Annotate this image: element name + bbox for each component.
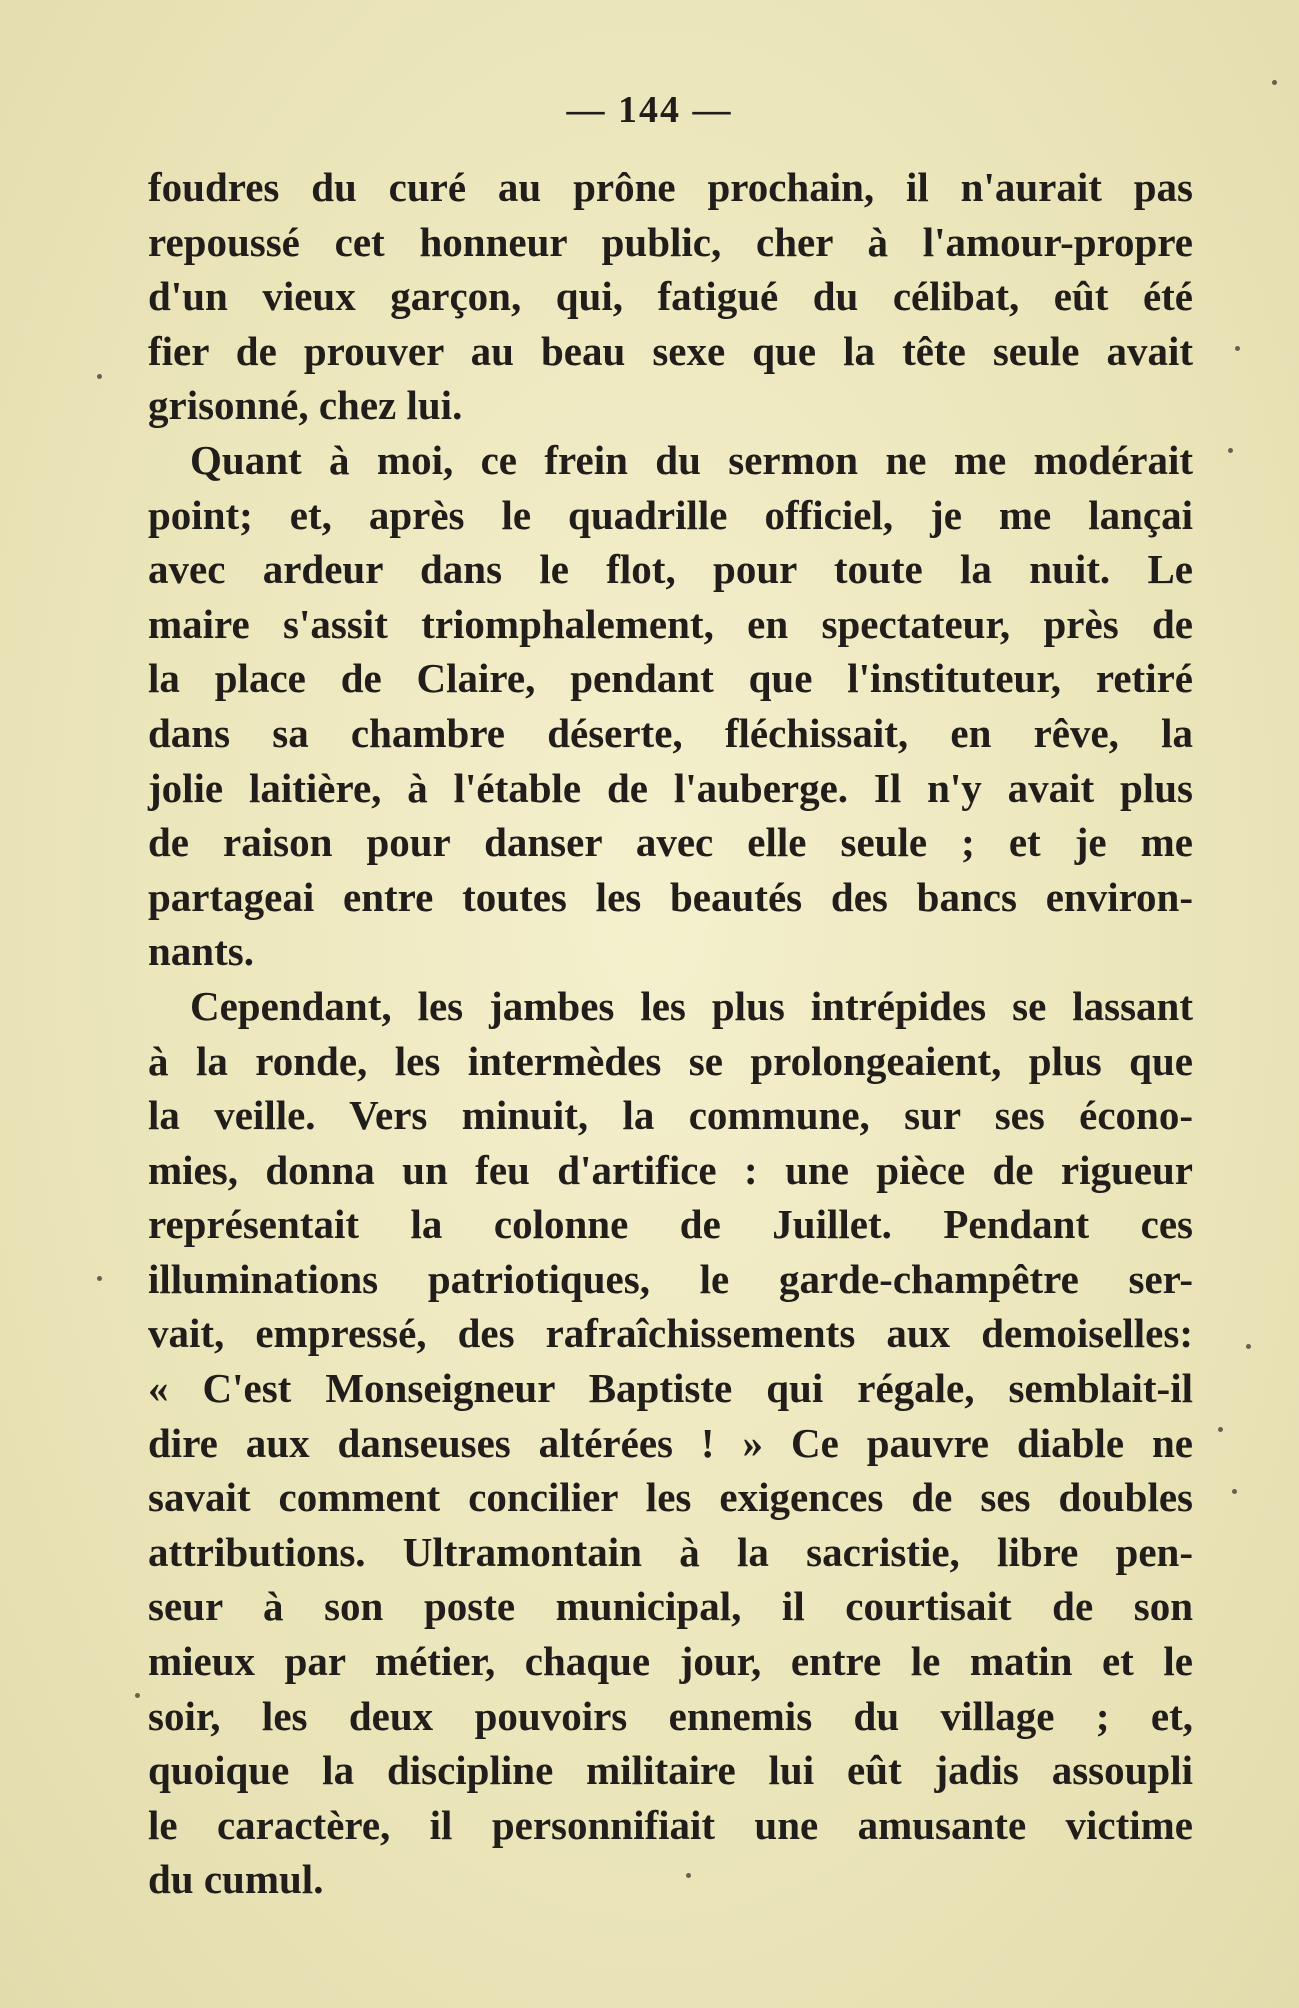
paper-speck (1235, 346, 1240, 351)
paper-speck (1232, 1489, 1237, 1494)
text-line: soir, les deux pouvoirs ennemis du village ; et, (148, 1692, 1193, 1739)
text-line: avec ardeur dans le flot, pour toute la nuit. Le (148, 546, 1193, 593)
paper-speck (135, 1693, 140, 1698)
body-text (148, 160, 1193, 1907)
text-line: repoussé cet honneur public, cher à l'amour-propre (148, 218, 1193, 265)
text-line: attributions. Ultramontain à la sacristie, libre pen- (148, 1528, 1193, 1575)
text-line: Cependant, les jambes les plus intrépides se lassant (190, 982, 1193, 1029)
page-number: — 144 — (566, 89, 733, 131)
text-line: Quant à moi, ce frein du sermon ne me modérait (190, 436, 1193, 483)
paper-speck (97, 1276, 102, 1281)
text-line: point; et, après le quadrille officiel, je me lançai (148, 491, 1193, 538)
text-line: mies, donna un feu d'artifice : une pièce de rigueur (148, 1146, 1193, 1193)
text-line: à la ronde, les intermèdes se prolongeaient, plus que (148, 1037, 1193, 1084)
text-line: jolie laitière, à l'étable de l'auberge. Il n'y avait plus (148, 764, 1193, 811)
text-line: fier de prouver au beau sexe que la tête seule avait (148, 327, 1193, 374)
text-line: vait, empressé, des rafraîchissements aux demoiselles: (148, 1310, 1193, 1357)
text-line: maire s'assit triomphalement, en spectateur, près de (148, 600, 1193, 647)
paper-speck (686, 1873, 691, 1878)
text-line: représentait la colonne de Juillet. Pendant ces (148, 1201, 1193, 1248)
text-line: mieux par métier, chaque jour, entre le matin et le (148, 1638, 1193, 1685)
text-line: de raison pour danser avec elle seule ; et je me (148, 819, 1193, 866)
paper-speck (1246, 1344, 1251, 1349)
text-line: savait comment concilier les exigences de ses doubles (148, 1474, 1193, 1521)
text-line: seur à son poste municipal, il courtisait de son (148, 1583, 1193, 1630)
text-line: grisonné, chez lui. (148, 382, 463, 429)
text-line: dans sa chambre déserte, fléchissait, en rêve, la (148, 709, 1193, 756)
text-line: illuminations patriotiques, le garde-champêtre ser- (148, 1255, 1193, 1302)
text-line: du cumul. (148, 1856, 324, 1903)
text-line: quoique la discipline militaire lui eût jadis assoupli (148, 1747, 1193, 1794)
text-line: la veille. Vers minuit, la commune, sur ses écono- (148, 1092, 1193, 1139)
paper-speck (1228, 448, 1233, 453)
text-line: partageai entre toutes les beautés des bancs environ- (148, 873, 1193, 920)
text-line: foudres du curé au prône prochain, il n'aurait pas (148, 164, 1193, 210)
text-line: d'un vieux garçon, qui, fatigué du célibat, eût été (148, 273, 1193, 320)
text-line: dire aux danseuses altérées ! » Ce pauvre diable ne (148, 1419, 1193, 1466)
text-line: le caractère, il personnifiait une amusante victime (148, 1801, 1193, 1848)
text-line: « C'est Monseigneur Baptiste qui régale, semblait-il (148, 1365, 1193, 1412)
text-line: nants. (148, 928, 254, 975)
text-line: la place de Claire, pendant que l'instituteur, retiré (148, 655, 1193, 702)
paper-speck (97, 374, 102, 379)
paper-speck (1218, 1427, 1223, 1432)
paper-speck (1272, 80, 1277, 85)
